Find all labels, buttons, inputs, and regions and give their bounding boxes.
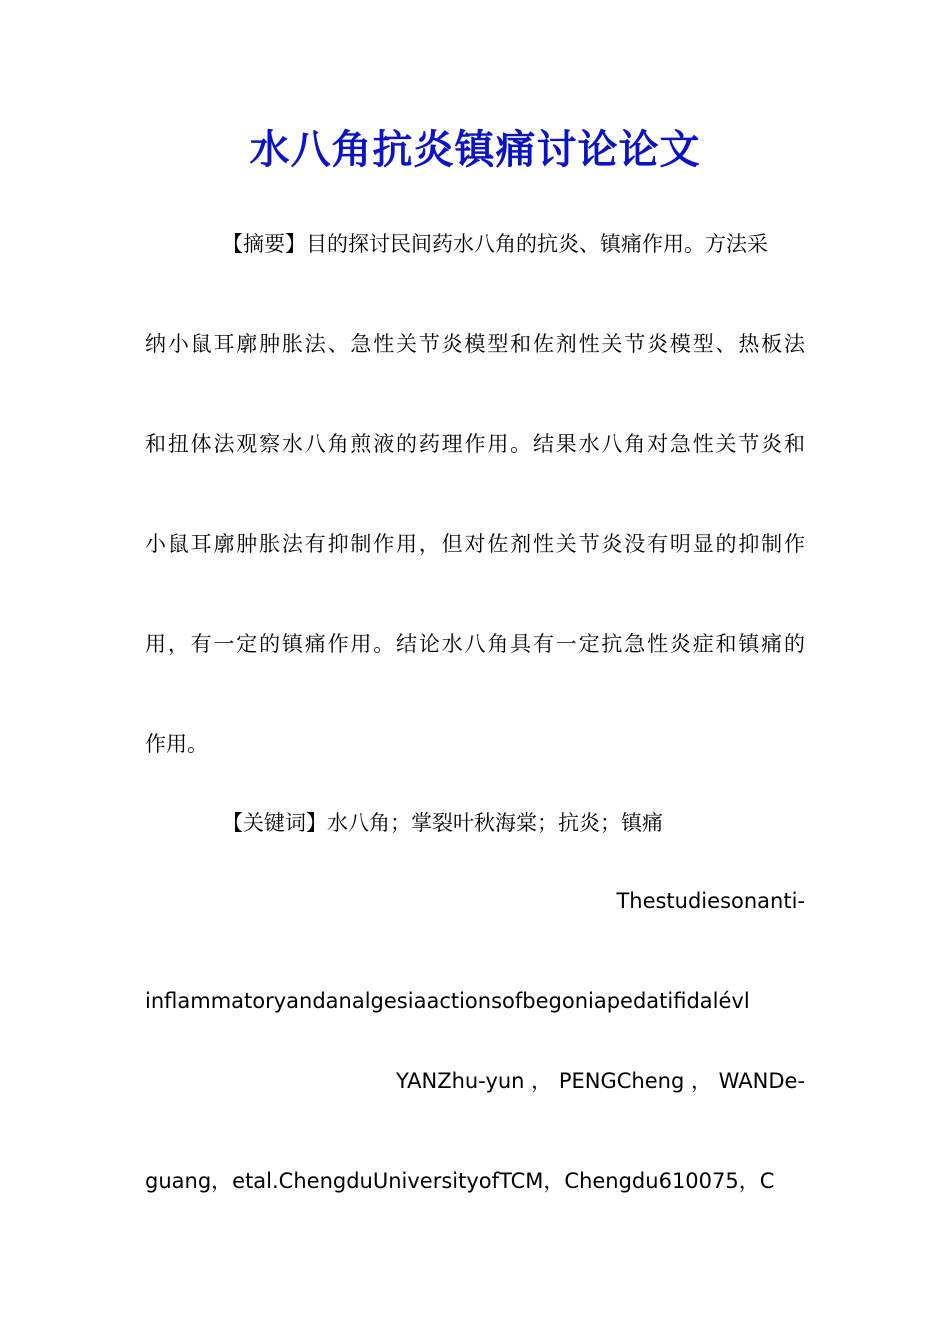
document-title: 水八角抗炎镇痛讨论论文 — [249, 126, 701, 173]
abstract-line-5: 用，有一定的镇痛作用。结论水八角具有一定抗急性炎症和镇痛的 — [145, 632, 805, 656]
english-line-2: inflammatoryandanalgesiaactionsofbegoniapedatifidalévl — [145, 989, 750, 1013]
abstract-line-2: 纳小鼠耳廓肿胀法、急性关节炎模型和佐剂性关节炎模型、热板法 — [145, 332, 805, 356]
abstract-line-1: 【摘要】目的探讨民间药水八角的抗炎、镇痛作用。方法采 — [222, 232, 768, 256]
abstract-line-4: 小鼠耳廓肿胀法有抑制作用，但对佐剂性关节炎没有明显的抑制作 — [145, 532, 805, 556]
abstract-line-3: 和扭体法观察水八角煎液的药理作用。结果水八角对急性关节炎和 — [145, 432, 805, 456]
abstract-line-6: 作用。 — [145, 732, 208, 756]
english-line-1: Thestudiesonanti- — [616, 889, 805, 913]
english-line-3: YANZhu-yun ， PENGCheng ， WANDe- — [395, 1069, 805, 1093]
keywords-line: 【关键词】水八角；掌裂叶秋海棠；抗炎；镇痛 — [222, 811, 663, 835]
english-line-4: guang，etal.ChengduUniversityofTCM，Chengdu610075，C — [145, 1169, 775, 1193]
